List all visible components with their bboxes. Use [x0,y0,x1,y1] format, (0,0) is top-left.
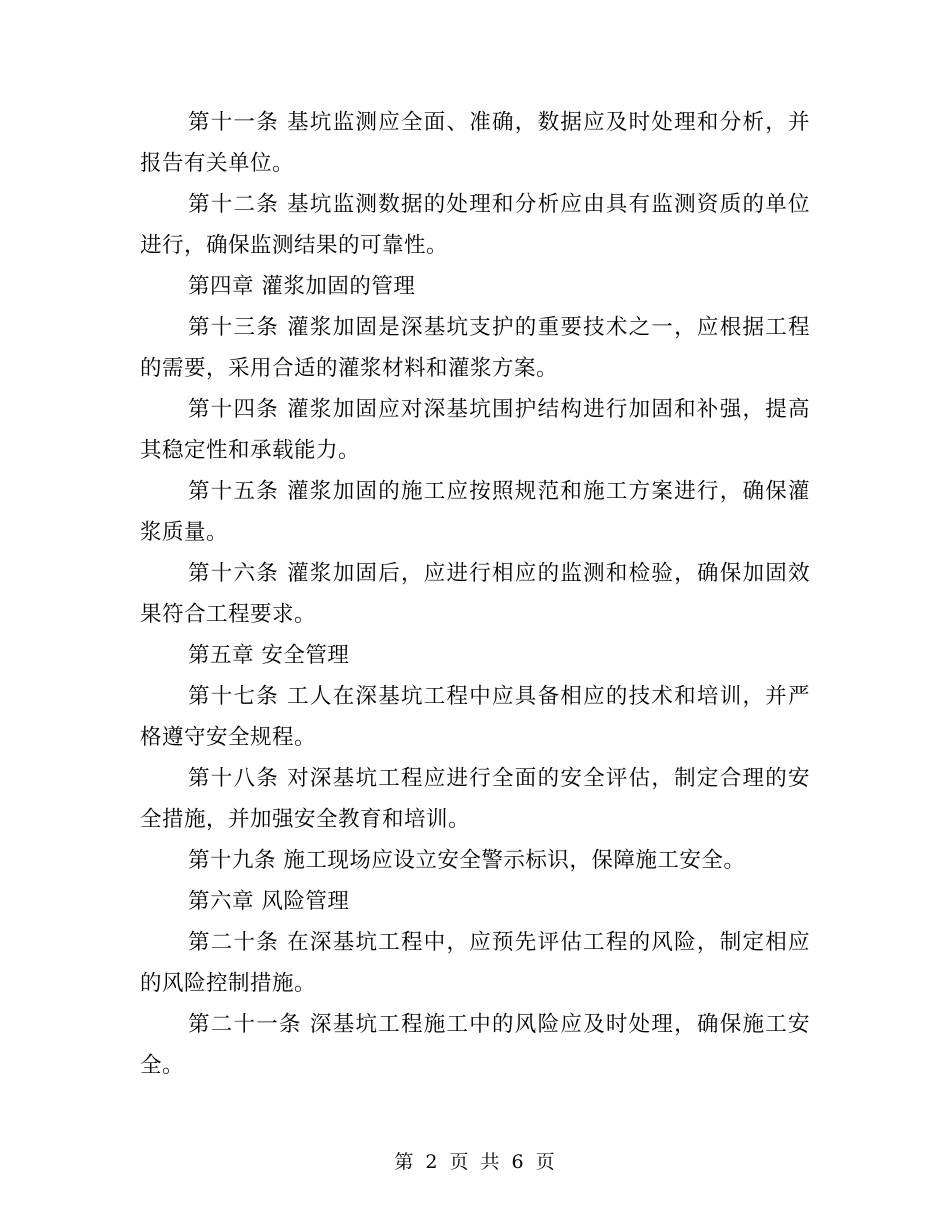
article-16: 第十六条 灌浆加固后，应进行相应的监测和检验，确保加固效果符合工程要求。 [140,561,810,627]
document-body [140,102,810,1086]
article-20: 第二十条 在深基坑工程中，应预先评估工程的风险，制定相应的风险控制措施。 [140,930,810,996]
chapter-5-heading: 第五章 安全管理 [188,643,350,668]
article-11: 第十一条 基坑监测应全面、准确，数据应及时处理和分析，并报告有关单位。 [140,110,810,176]
chapter-6-heading: 第六章 风险管理 [188,889,350,914]
article-12: 第十二条 基坑监测数据的处理和分析应由具有监测资质的单位进行，确保监测结果的可靠性。 [140,192,810,258]
article-13: 第十三条 灌浆加固是深基坑支护的重要技术之一，应根据工程的需要，采用合适的灌浆材料和灌浆方案。 [140,315,810,381]
article-14: 第十四条 灌浆加固应对深基坑围护结构进行加固和补强，提高其稳定性和承载能力。 [140,397,810,463]
article-17: 第十七条 工人在深基坑工程中应具备相应的技术和培训，并严格遵守安全规程。 [140,684,810,750]
article-21: 第二十一条 深基坑工程施工中的风险应及时处理，确保施工安全。 [140,1012,810,1078]
article-18: 第十八条 对深基坑工程应进行全面的安全评估，制定合理的安全措施，并加强安全教育和培训。 [140,766,810,832]
page-number-footer: 第 2 页 共 6 页 [394,1151,556,1173]
chapter-4-heading: 第四章 灌浆加固的管理 [188,274,416,299]
article-15: 第十五条 灌浆加固的施工应按照规范和施工方案进行，确保灌浆质量。 [140,479,810,545]
article-19: 第十九条 施工现场应设立安全警示标识，保障施工安全。 [188,848,746,873]
